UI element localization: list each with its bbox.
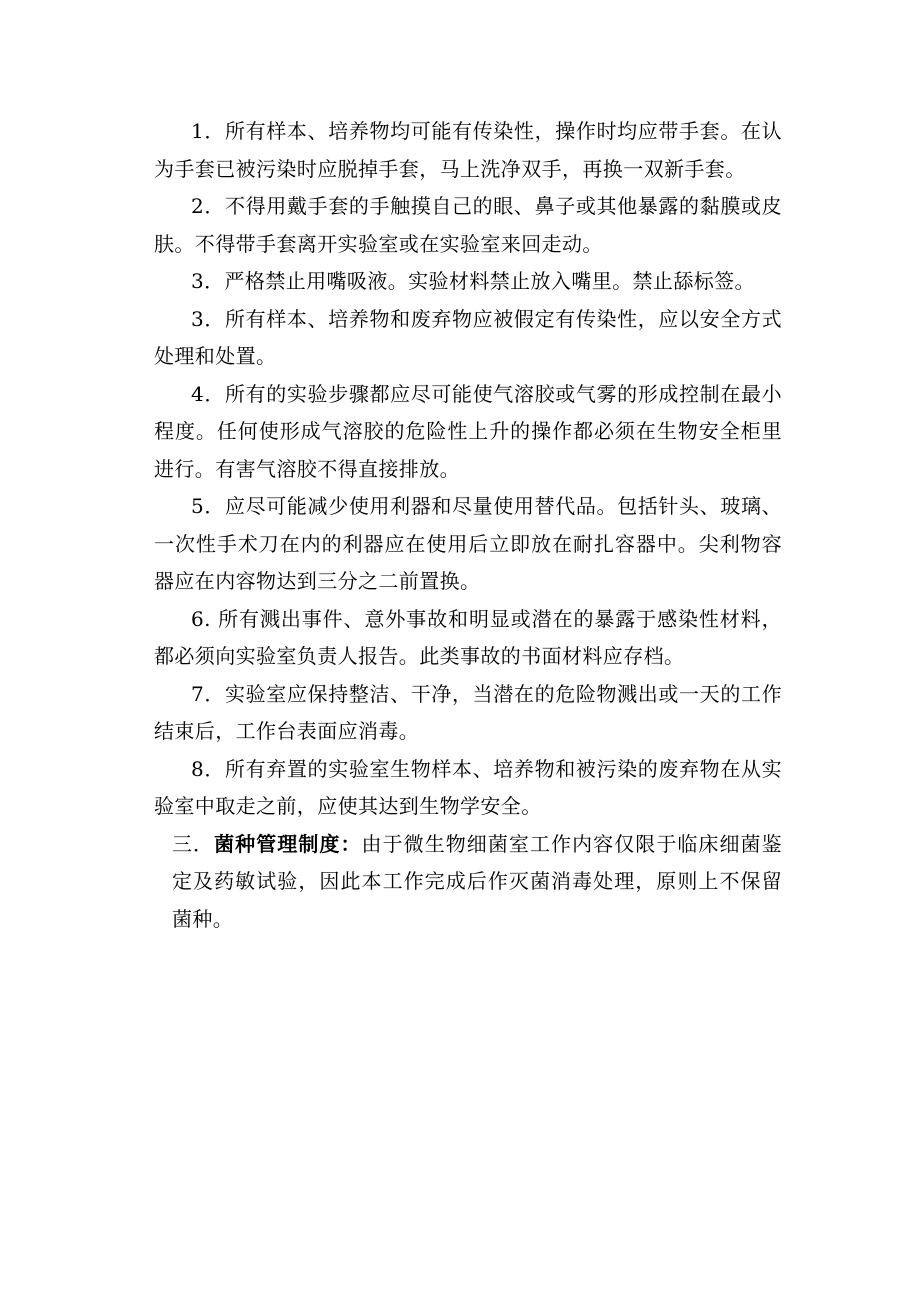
rule-paragraph-2: 2．不得用戴手套的手触摸自己的眼、鼻子或其他暴露的黏膜或皮肤。不得带手套离开实验室或在实验室来回走动。 — [154, 194, 782, 256]
rule-paragraph-1: 1．所有样本、培养物均可能有传染性，操作时均应带手套。在认为手套已被污染时应脱掉手套，马上洗净双手，再换一双新手套。 — [154, 119, 782, 181]
rule-paragraph-7: 7．实验室应保持整洁、干净，当潜在的危险物溅出或一天的工作结束后，工作台表面应消毒。 — [154, 681, 782, 743]
rule-paragraph-3b: 3．所有样本、培养物和废弃物应被假定有传染性，应以安全方式处理和处置。 — [154, 306, 782, 368]
rule-paragraph-3: 3．严格禁止用嘴吸液。实验材料禁止放入嘴里。禁止舔标签。 — [191, 269, 755, 293]
section-heading: 菌种管理制度： — [214, 831, 362, 856]
rule-paragraph-6: 6. 所有溅出事件、意外事故和明显或潜在的暴露于感染性材料，都必须向实验室负责人报告。此类事故的书面材料应存档。 — [154, 606, 782, 668]
rule-paragraph-4: 4．所有的实验步骤都应尽可能使气溶胶或气雾的形成控制在最小程度。任何使形成气溶胶的危险性上升的操作都必须在生物安全柜里进行。有害气溶胶不得直接排放。 — [154, 381, 782, 481]
strain-management-section — [172, 826, 782, 939]
document-body — [154, 113, 782, 938]
section-number: 三． — [172, 831, 215, 856]
rule-paragraph-8: 8．所有弃置的实验室生物样本、培养物和被污染的废弃物在从实验室中取走之前，应使其达到生物学安全。 — [154, 756, 782, 818]
rule-paragraph-5: 5．应尽可能减少使用利器和尽量使用替代品。包括针头、玻璃、一次性手术刀在内的利器应在使用后立即放在耐扎容器中。尖利物容器应在内容物达到三分之二前置换。 — [154, 494, 782, 593]
section-body: 由于微生物细菌室工作内容仅限于临床细菌鉴定及药敏试验，因此本工作完成后作灭菌消毒处理，原则上不保留菌种。 — [172, 831, 782, 931]
